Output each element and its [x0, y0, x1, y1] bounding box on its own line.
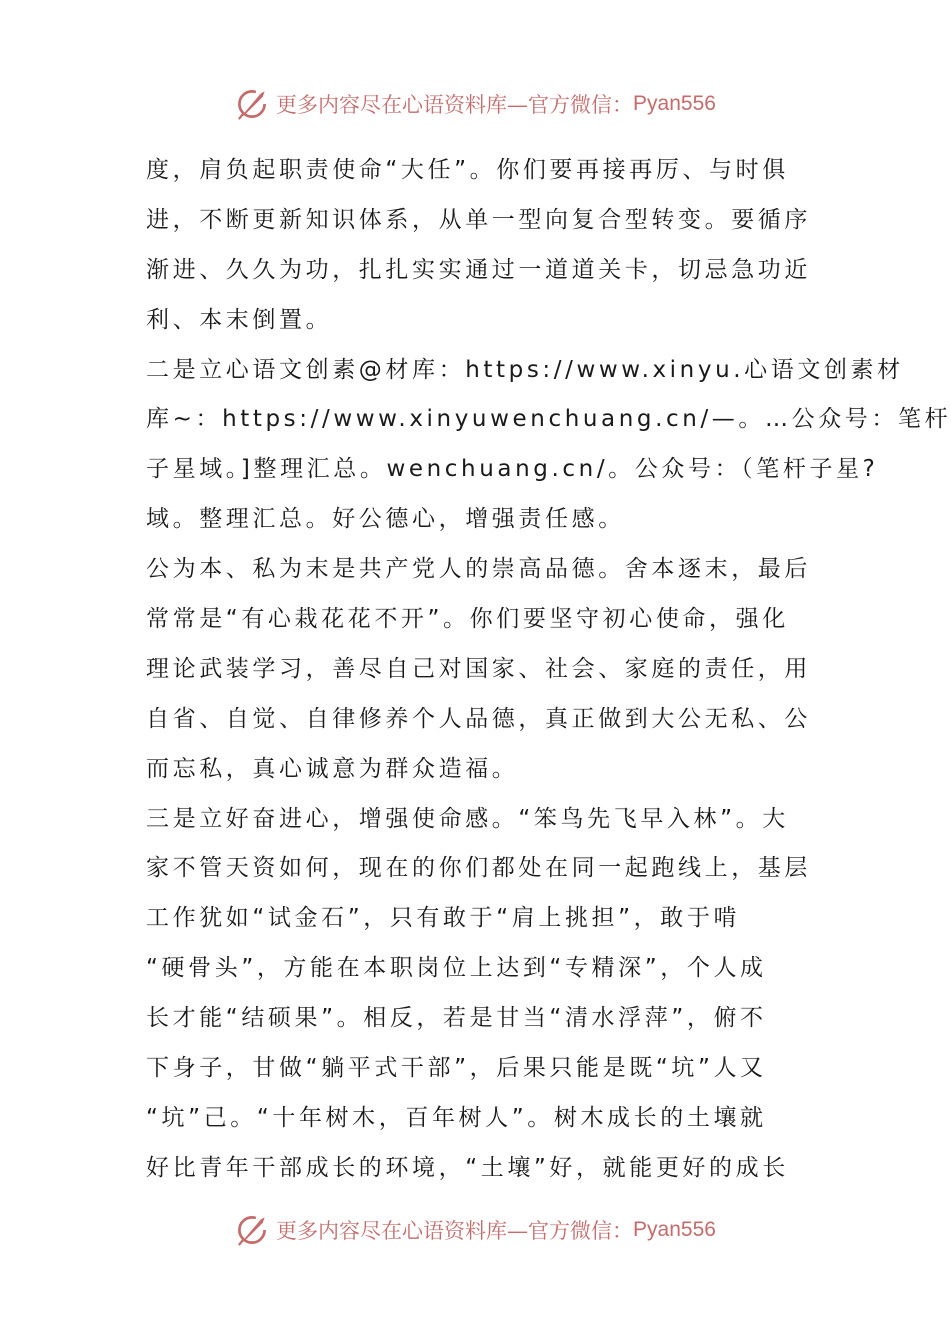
text-line: 子星域。]整理汇总。wenchuang.cn/。公众号：（笔杆子星?	[146, 456, 879, 483]
text-line: 自省、自觉、自律修养个人品德，真正做到大公无私、公	[146, 705, 811, 732]
footer-watermark	[0, 1208, 950, 1252]
text-line: 域。整理汇总。好公德心，增强责任感。	[146, 506, 625, 533]
text-line: 工作犹如“试金石”，只有敢于“肩上挑担”，敢于啃	[146, 905, 741, 932]
text-line: 利、本末倒置。	[146, 306, 333, 333]
text-line: 库~：https://www.xinyuwenchuang.cn/—。…公众号：笔杆	[146, 406, 951, 433]
header-watermark	[0, 82, 950, 126]
text-line: 三是立好奋进心，增强使命感。“笨鸟先飞早入林”。大	[146, 805, 789, 832]
header-wechat-id: Pyan556	[633, 92, 716, 115]
footer-wechat-id: Pyan556	[633, 1218, 716, 1241]
text-line: 二是立心语文创素@材库：https://www.xinyu.心语文创素材	[146, 356, 904, 383]
text-line: 好比青年干部成长的环境，“土壤”好，就能更好的成长	[146, 1154, 789, 1181]
text-line: 常常是“有心栽花花不开”。你们要坚守初心使命，强化	[146, 606, 789, 633]
text-line: “坑”己。“十年树木，百年树人”。树木成长的土壤就	[146, 1104, 767, 1131]
text-line: 下身子，甘做“躺平式干部”，后果只能是既“坑”人又	[146, 1055, 767, 1082]
footer-text: 更多内容尽在心语资料库—官方微信：	[276, 1219, 634, 1243]
text-line: 长才能“结硕果”。相反，若是甘当“清水浮萍”，俯不	[146, 1005, 767, 1032]
document-body	[146, 146, 951, 1194]
text-line: 公为本、私为末是共产党人的崇高品德。舍本逐末，最后	[146, 556, 811, 583]
text-line: 度，肩负起职责使命“大任”。你们要再接再厉、与时俱	[146, 157, 789, 183]
quill-logo-icon	[234, 1212, 270, 1248]
text-line: 理论武装学习，善尽自己对国家、社会、家庭的责任，用	[146, 655, 811, 682]
text-line: 而忘私，真心诚意为群众造福。	[146, 755, 519, 782]
text-line: 进，不断更新知识体系，从单一型向复合型转变。要循序	[146, 206, 811, 233]
text-line: 渐进、久久为功，扎扎实实通过一道道关卡，切忌急功近	[146, 256, 811, 283]
text-line: “硬骨头”，方能在本职岗位上达到“专精深”，个人成	[146, 955, 767, 982]
quill-logo-icon	[234, 86, 270, 122]
header-text: 更多内容尽在心语资料库—官方微信：	[276, 93, 634, 117]
text-line: 家不管天资如何，现在的你们都处在同一起跑线上，基层	[146, 855, 811, 882]
